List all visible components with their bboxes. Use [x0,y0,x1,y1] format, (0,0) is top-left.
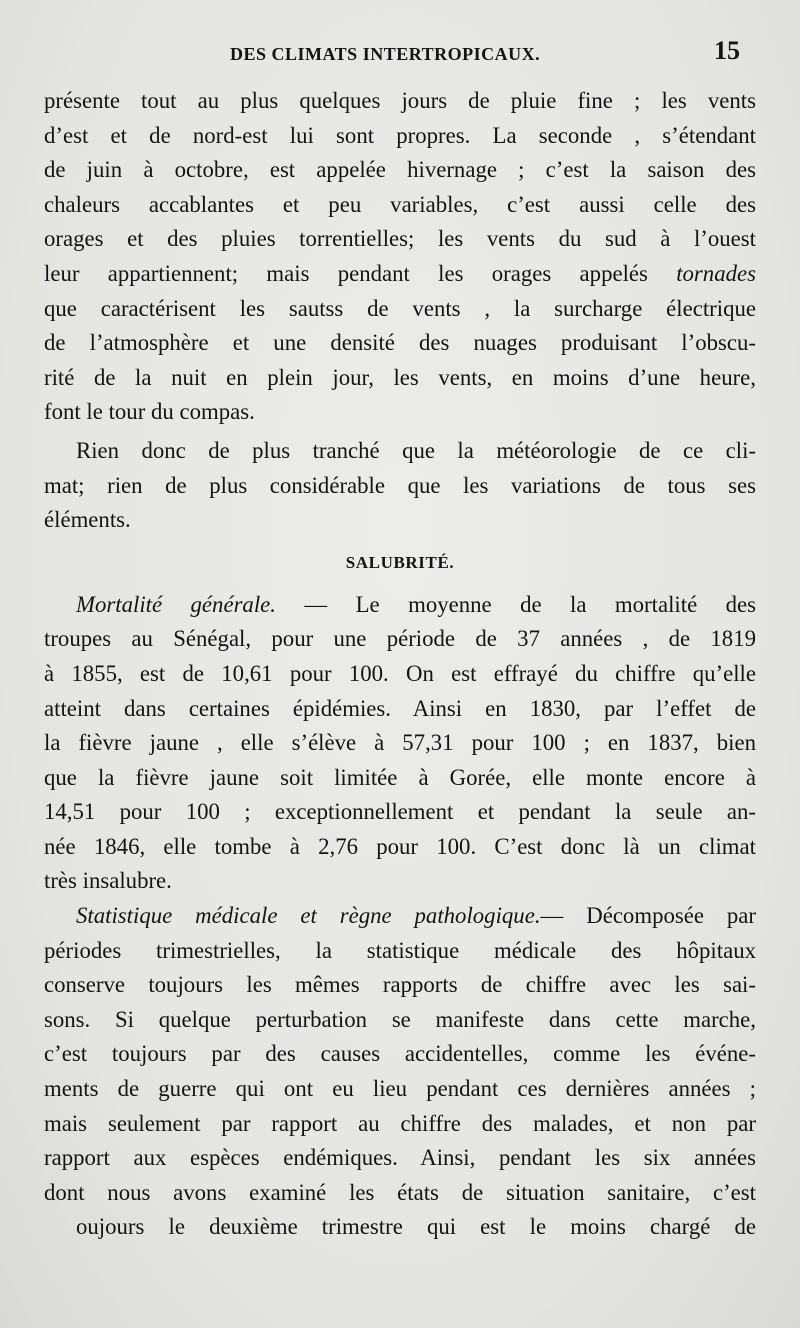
text-line: de juin à octobre, est appelée hivernage ; c’est la saison des [44,157,756,183]
text-line: oujours le deuxième trimestre qui est le moins chargé de [76,1214,756,1240]
text-line: chaleurs accablantes et peu variables, c’est aussi celle des [44,191,756,217]
text-line: mat; rien de plus considérable que les variations de tous ses [44,472,756,498]
section-heading: SALUBRITÉ. [345,552,455,572]
text-fragment: leur appartiennent; mais pendant les orages appelés [44,260,677,286]
italic-subheading: Mortalité générale. [76,591,276,617]
text-line: atteint dans certaines épidémies. Ainsi en 1830, par l’effet de [44,695,756,721]
text-line: orages et des pluies torrentielles; les vents du sud à l’ouest [44,226,756,252]
text-line: conserve toujours les mêmes rapports de chiffre avec les sai- [44,972,756,998]
running-title: DES CLIMATS INTERTROPICAUX. [230,44,541,64]
text-line: dont nous avons examiné les états de situation sanitaire, c’est [44,1179,756,1205]
text-line: née 1846, elle tombe à 2,76 pour 100. C’est donc là un climat [44,833,756,859]
text-fragment: — Décomposée par [540,903,756,929]
text-line: que caractérisent les sautss de vents , la surcharge électrique [44,295,756,321]
italic-subheading: Statistique médicale et règne pathologique. [76,903,541,929]
text-line: la fièvre jaune , elle s’élève à 57,31 pour 100 ; en 1837, bien [44,730,756,756]
text-line: que la fièvre jaune soit limitée à Gorée, elle monte encore à [44,764,756,790]
body-text [44,84,756,1245]
text-line: sons. Si quelque perturbation se manifeste dans cette marche, [44,1006,756,1032]
text-line: de l’atmosphère et une densité des nuages produisant l’obscu- [44,330,756,356]
text-line: rapport aux espèces endémiques. Ainsi, pendant les six années [44,1145,756,1171]
text-line [44,899,756,934]
text-line: troupes au Sénégal, pour une période de 37 années , de 1819 [44,626,756,652]
text-line: éléments. [44,507,131,533]
text-line: présente tout au plus quelques jours de pluie fine ; les vents [44,88,756,113]
text-line: d’est et de nord-est lui sont propres. La seconde , s’étendant [44,122,756,148]
text-line: Rien donc de plus tranché que la météorologie de ce cli- [76,437,756,463]
italic-term: tornades [676,260,756,286]
text-fragment: — Le moyenne de la mortalité des [276,591,756,617]
text-line [44,588,756,623]
text-line: 14,51 pour 100 ; exceptionnellement et pendant la seule an- [44,799,756,825]
text-line: rité de la nuit en plein jour, les vents, en moins d’une heure, [44,364,756,390]
text-line: à 1855, est de 10,61 pour 100. On est effrayé du chiffre qu’elle [44,660,756,686]
text-line [44,257,756,292]
page-number: 15 [714,36,740,65]
text-line: font le tour du compas. [44,399,255,425]
text-line: c’est toujours par des causes accidentelles, comme les événe- [44,1041,756,1067]
text-line: périodes trimestrielles, la statistique médicale des hôpitaux [44,937,756,963]
text-line: ments de guerre qui ont eu lieu pendant ces dernières années ; [44,1076,756,1102]
text-line: mais seulement par rapport au chiffre des malades, et non par [44,1110,756,1136]
text-line: très insalubre. [44,868,172,894]
page-header [44,36,744,70]
